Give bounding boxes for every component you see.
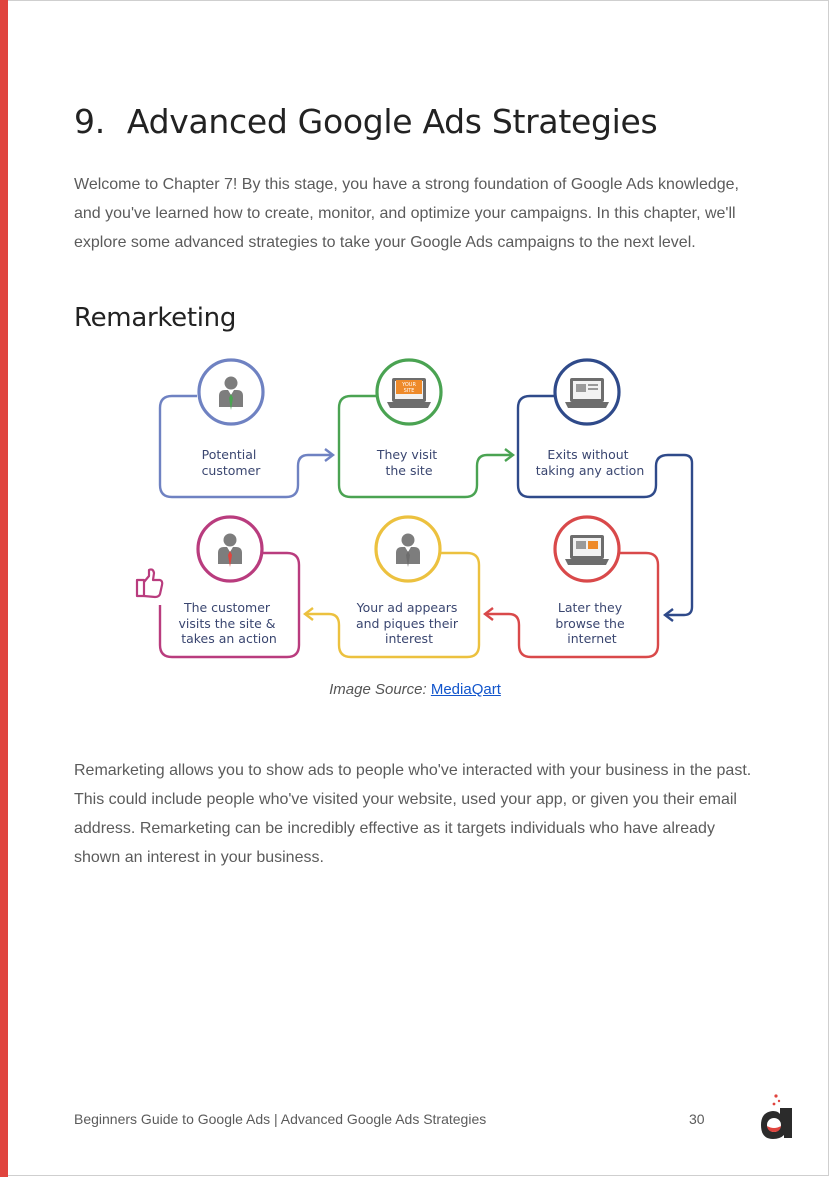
thumbs-up-icon	[137, 569, 162, 597]
chapter-title	[74, 102, 657, 141]
remarketing-diagram	[130, 352, 705, 672]
step-4-label: Later they browse the internet	[555, 600, 625, 646]
footer-text: Beginners Guide to Google Ads | Advanced Google Ads Strategies	[74, 1111, 487, 1127]
caption-source-link[interactable]: MediaQart	[430, 681, 501, 698]
step-1-label: Potential customer	[201, 447, 261, 478]
brand-logo-icon	[758, 1092, 798, 1140]
remarketing-paragraph: Remarketing allows you to show ads to people who've interacted with your business in the past. This could include people who've visited your website, used your app, or given you their email address. Remarketing can be incredibly effective as it targets individuals who have already shown an interest in your business.	[74, 762, 752, 866]
remarketing-diagram-svg	[130, 352, 705, 672]
step-5-label: Your ad appears and piques their interest	[355, 600, 459, 646]
chapter-title-text: Advanced Google Ads Strategies	[126, 102, 658, 141]
step-2-label: They visit the site	[376, 447, 438, 478]
caption-prefix: Image Source:	[329, 681, 431, 698]
svg-text:YOUR: YOUR	[402, 382, 416, 388]
chapter-number: 9.	[74, 102, 105, 141]
step-3-box	[518, 396, 692, 615]
step-6-label: The customer visits the site & takes an action	[178, 600, 277, 646]
section-title: Remarketing	[74, 303, 237, 333]
intro-paragraph: Welcome to Chapter 7! By this stage, you have a strong foundation of Google Ads knowledge, and you've learned how to create, monitor, and optimize your campaigns. In this chapter, we'll explore some advanced strategies to take your Google Ads campaigns to the next level.	[74, 176, 739, 251]
svg-text:SITE: SITE	[403, 388, 415, 394]
image-caption	[0, 681, 830, 698]
page-number: 30	[689, 1111, 705, 1127]
accent-bar	[0, 0, 8, 1177]
step-3-label: Exits without taking any action	[535, 447, 645, 478]
